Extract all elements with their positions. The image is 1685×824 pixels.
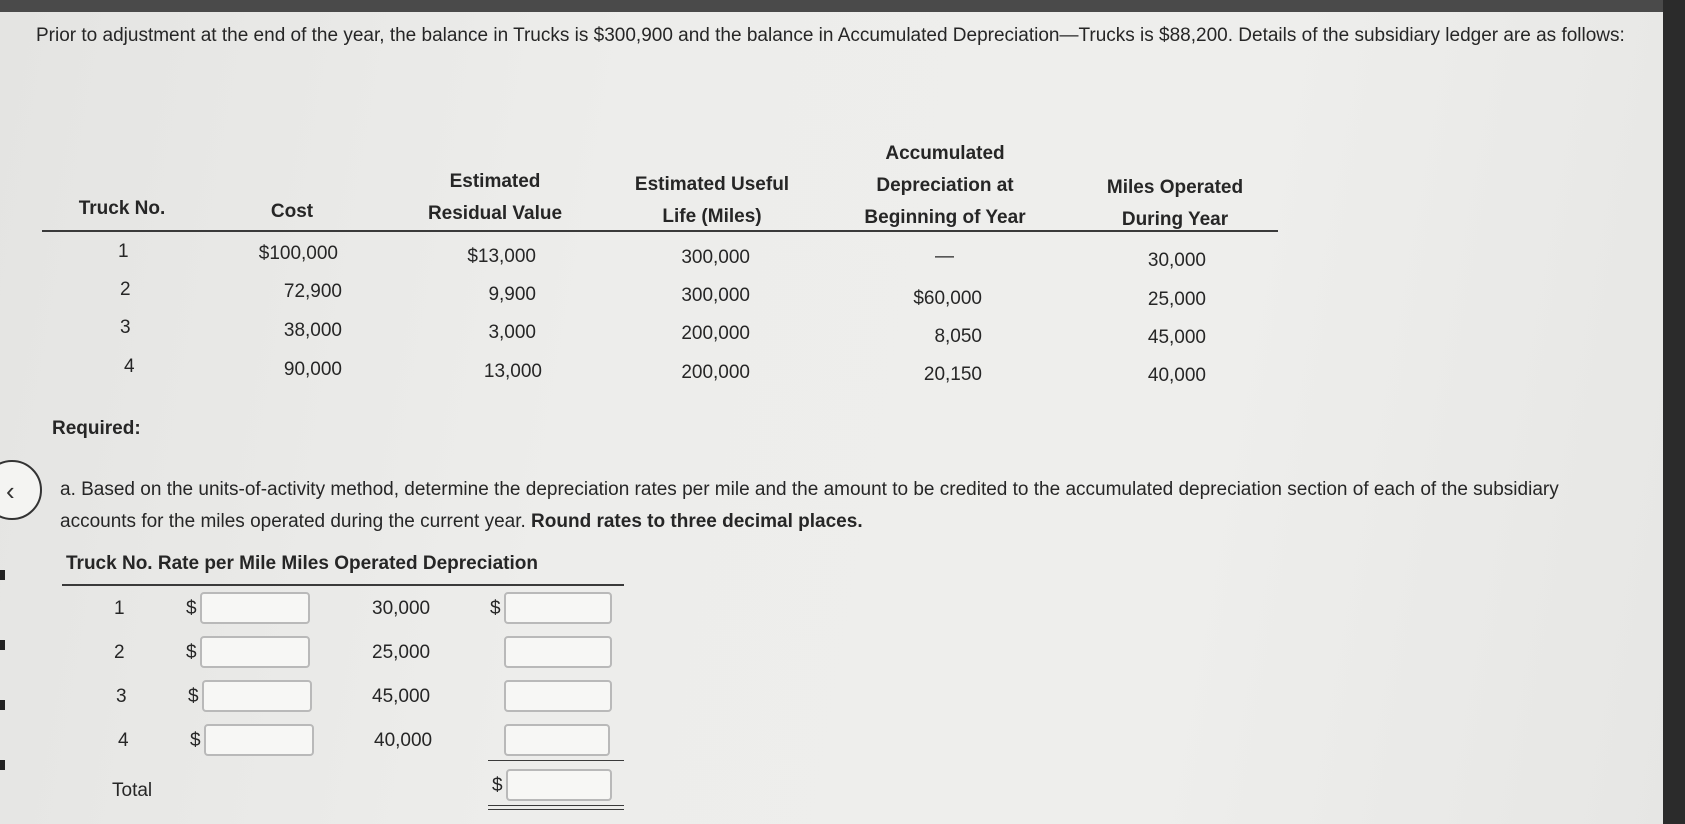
question-a: [60, 474, 1620, 538]
total-double-rule: [488, 805, 624, 806]
back-button[interactable]: [0, 460, 42, 520]
depreciation-input[interactable]: [504, 680, 612, 712]
answer-truck-number: 1: [114, 598, 125, 619]
residual-value: 9,900: [488, 284, 536, 305]
depreciation-input[interactable]: [504, 724, 610, 756]
useful-life-value: 200,000: [681, 362, 750, 383]
answer-truck-number: 3: [116, 686, 127, 707]
residual-value: 13,000: [483, 361, 542, 382]
answer-miles-value: 45,000: [372, 686, 431, 707]
accumulated-value: —: [935, 246, 954, 267]
currency-sign: $: [186, 642, 197, 663]
truck-number: 4: [124, 356, 135, 377]
header-miles-operated: Miles Operated During Year: [1106, 177, 1244, 230]
window-edge: [1663, 0, 1685, 824]
total-label: Total: [112, 780, 153, 801]
ledger-header-rule: [42, 230, 1278, 232]
cost-value: $100,000: [258, 243, 338, 264]
currency-sign: $: [186, 598, 197, 619]
rate-per-mile-input[interactable]: [202, 680, 312, 712]
total-rule: [488, 760, 624, 761]
accumulated-value: 20,150: [923, 364, 982, 385]
answer-truck-number: 2: [114, 642, 125, 663]
accumulated-value: $60,000: [913, 288, 982, 309]
intro-paragraph: Prior to adjustment at the end of the year, the balance in Trucks is $300,900 and the balance in Accumulated Depreciation—Trucks is $88,200. Details of the subsidiary ledger are as follows:: [36, 25, 1625, 46]
total-double-rule: [488, 809, 624, 810]
header-accumulated-depreciation: Accumulated Depreciation at Beginning of Year: [864, 143, 1026, 228]
answer-truck-number: 4: [118, 730, 129, 751]
useful-life-value: 300,000: [681, 285, 750, 306]
rate-per-mile-input[interactable]: [200, 592, 310, 624]
residual-value: 3,000: [488, 322, 536, 343]
accumulated-value: 8,050: [934, 326, 982, 347]
truck-number: 3: [120, 317, 131, 338]
cost-value: 90,000: [283, 359, 342, 380]
question-a-text: a. Based on the units-of-activity method, determine the depreciation rates per mile and the amount to be credited to the accumulated depreciation section of each of the subsidiary accounts for the miles operated during the current year.: [60, 479, 1559, 532]
cost-value: 38,000: [283, 320, 342, 341]
rate-per-mile-input[interactable]: [200, 636, 310, 668]
currency-sign: $: [190, 730, 201, 751]
top-bar: [0, 0, 1685, 12]
chevron-left-icon: ‹: [6, 476, 15, 506]
truck-number: 2: [120, 279, 131, 300]
currency-sign: $: [492, 775, 503, 796]
header-truck-no: Truck No.: [78, 198, 166, 219]
cost-value: 72,900: [283, 281, 342, 302]
answer-header-rule: [62, 584, 624, 586]
header-cost: Cost: [270, 201, 314, 222]
truck-number: 1: [118, 241, 129, 262]
answer-table-header: Truck No. Rate per Mile Miles Operated Depreciation: [66, 553, 538, 574]
depreciation-input[interactable]: [504, 636, 612, 668]
answer-miles-value: 40,000: [374, 730, 433, 751]
miles-value: 40,000: [1147, 365, 1206, 386]
miles-value: 30,000: [1147, 250, 1206, 271]
depreciation-input[interactable]: [504, 592, 612, 624]
useful-life-value: 300,000: [681, 247, 750, 268]
miles-value: 45,000: [1147, 327, 1206, 348]
rate-per-mile-input[interactable]: [204, 724, 314, 756]
currency-sign: $: [188, 686, 199, 707]
header-residual-value: Estimated Residual Value: [427, 171, 563, 224]
useful-life-value: 200,000: [681, 323, 750, 344]
question-a-instruction: Round rates to three decimal places.: [531, 511, 863, 532]
header-useful-life: Estimated Useful Life (Miles): [634, 174, 790, 227]
currency-sign: $: [490, 598, 501, 619]
answer-miles-value: 25,000: [372, 642, 431, 663]
answer-miles-value: 30,000: [372, 598, 431, 619]
residual-value: $13,000: [467, 246, 536, 267]
total-depreciation-input[interactable]: [506, 769, 612, 801]
miles-value: 25,000: [1147, 289, 1206, 310]
required-label: Required:: [52, 418, 141, 439]
